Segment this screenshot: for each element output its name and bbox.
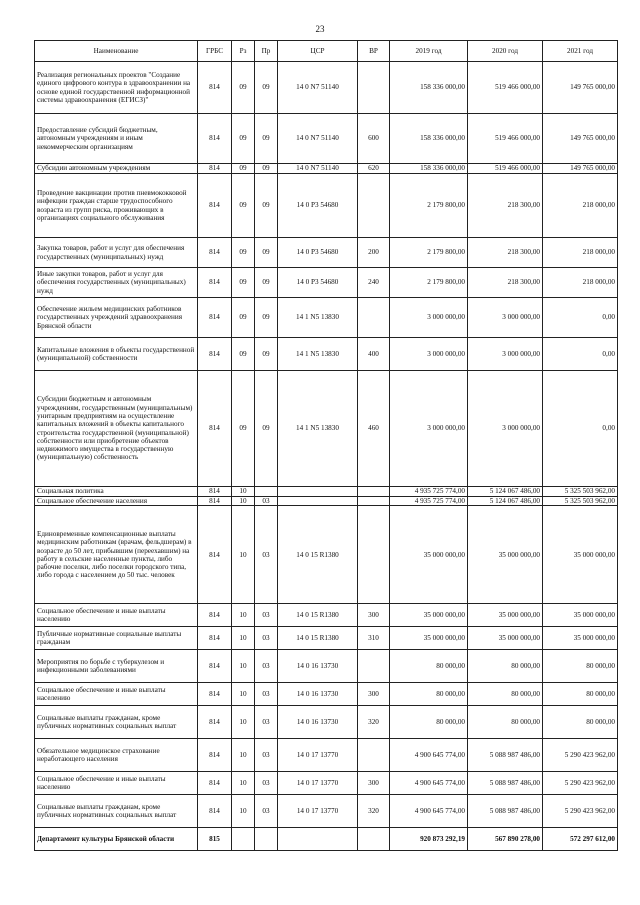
cell-vr (358, 739, 390, 772)
table-row (35, 338, 618, 371)
cell-name: Реализация региональных проектов "Создание единого цифрового контура в здравоохранении на основе единой государственной информационной системы здравоохранения (ЕГИСЗ)" (35, 62, 198, 114)
cell-grbs: 814 (198, 497, 232, 506)
cell-rz: 09 (232, 371, 255, 487)
table-row (35, 627, 618, 650)
cell-rz: 09 (232, 268, 255, 298)
cell-name: Социальное обеспечение и иные выплаты населению (35, 604, 198, 627)
cell-y2020: 5 088 987 486,00 (468, 795, 543, 828)
cell-y2021: 5 290 423 962,00 (543, 795, 618, 828)
cell-name: Социальное обеспечение населения (35, 497, 198, 506)
cell-csr (278, 828, 358, 851)
cell-name: Обязательное медицинское страхование неработающего населения (35, 739, 198, 772)
table-row (35, 772, 618, 795)
header-row (35, 41, 618, 62)
cell-pr (255, 828, 278, 851)
col-header-csr: ЦСР (278, 41, 358, 62)
cell-y2020: 218 300,00 (468, 174, 543, 238)
cell-y2021: 35 000 000,00 (543, 506, 618, 604)
cell-y2020: 5 124 067 486,00 (468, 497, 543, 506)
cell-name: Социальное обеспечение и иные выплаты населению (35, 683, 198, 706)
cell-vr (358, 506, 390, 604)
cell-rz: 10 (232, 604, 255, 627)
cell-pr: 09 (255, 174, 278, 238)
col-header-name: Наименование (35, 41, 198, 62)
cell-vr: 400 (358, 338, 390, 371)
cell-grbs: 814 (198, 795, 232, 828)
cell-name: Закупка товаров, работ и услуг для обеспечения государственных (муниципальных) нужд (35, 238, 198, 268)
cell-name: Капитальные вложения в объекты государственной (муниципальной) собственности (35, 338, 198, 371)
cell-y2020: 5 124 067 486,00 (468, 487, 543, 497)
cell-rz: 10 (232, 497, 255, 506)
cell-grbs: 814 (198, 268, 232, 298)
cell-rz: 09 (232, 174, 255, 238)
table-row (35, 174, 618, 238)
cell-y2019: 2 179 800,00 (390, 238, 468, 268)
cell-y2019: 3 000 000,00 (390, 338, 468, 371)
table-row (35, 739, 618, 772)
cell-y2019: 35 000 000,00 (390, 627, 468, 650)
cell-y2019: 158 336 000,00 (390, 62, 468, 114)
cell-y2021: 80 000,00 (543, 650, 618, 683)
col-header-pr: Пр (255, 41, 278, 62)
table-row (35, 298, 618, 338)
table-row (35, 683, 618, 706)
col-header-vr: ВР (358, 41, 390, 62)
cell-pr: 09 (255, 371, 278, 487)
col-header-2019: 2019 год (390, 41, 468, 62)
col-header-grbs: ГРБС (198, 41, 232, 62)
cell-grbs: 814 (198, 114, 232, 164)
cell-name: Департамент культуры Брянской области (35, 828, 198, 851)
cell-y2019: 158 336 000,00 (390, 164, 468, 174)
cell-vr: 300 (358, 683, 390, 706)
table-row (35, 706, 618, 739)
cell-csr: 14 0 16 13730 (278, 683, 358, 706)
cell-csr: 14 0 P3 54680 (278, 174, 358, 238)
cell-pr: 03 (255, 683, 278, 706)
cell-csr: 14 0 16 13730 (278, 706, 358, 739)
cell-csr: 14 0 16 13730 (278, 650, 358, 683)
cell-csr: 14 0 P3 54680 (278, 268, 358, 298)
cell-vr (358, 298, 390, 338)
cell-vr: 240 (358, 268, 390, 298)
cell-pr: 09 (255, 164, 278, 174)
cell-pr: 03 (255, 604, 278, 627)
cell-y2021: 0,00 (543, 338, 618, 371)
cell-grbs: 814 (198, 706, 232, 739)
cell-csr: 14 0 17 13770 (278, 772, 358, 795)
cell-pr: 09 (255, 298, 278, 338)
table-row (35, 268, 618, 298)
cell-rz: 10 (232, 795, 255, 828)
cell-y2019: 80 000,00 (390, 650, 468, 683)
cell-csr: 14 1 N5 13830 (278, 371, 358, 487)
cell-pr: 03 (255, 650, 278, 683)
cell-vr: 600 (358, 114, 390, 164)
cell-csr: 14 0 N7 51140 (278, 114, 358, 164)
cell-rz: 10 (232, 506, 255, 604)
table-row (35, 238, 618, 268)
cell-name: Социальное обеспечение и иные выплаты населению (35, 772, 198, 795)
cell-y2020: 519 466 000,00 (468, 164, 543, 174)
cell-y2020: 567 890 278,00 (468, 828, 543, 851)
cell-csr: 14 1 N5 13830 (278, 298, 358, 338)
cell-y2019: 2 179 800,00 (390, 268, 468, 298)
cell-y2019: 80 000,00 (390, 706, 468, 739)
cell-y2020: 35 000 000,00 (468, 604, 543, 627)
cell-y2021: 218 000,00 (543, 238, 618, 268)
cell-y2021: 0,00 (543, 298, 618, 338)
cell-y2019: 35 000 000,00 (390, 506, 468, 604)
cell-name: Субсидии бюджетным и автономным учреждениям, государственным (муниципальным) унитарным предприятиям на осуществление капитальных вложений в объекты капитального строительства государственной (муниципальной) собственности или приобретение объектов недвижимого имущества в государственную (муниципальную) собственность (35, 371, 198, 487)
cell-name: Публичные нормативные социальные выплаты гражданам (35, 627, 198, 650)
table-row (35, 506, 618, 604)
cell-pr: 03 (255, 506, 278, 604)
cell-rz: 10 (232, 706, 255, 739)
col-header-2021: 2021 год (543, 41, 618, 62)
cell-grbs: 814 (198, 298, 232, 338)
cell-grbs: 814 (198, 238, 232, 268)
cell-grbs: 814 (198, 739, 232, 772)
cell-grbs: 814 (198, 62, 232, 114)
cell-y2020: 5 088 987 486,00 (468, 772, 543, 795)
cell-pr: 09 (255, 238, 278, 268)
cell-grbs: 814 (198, 174, 232, 238)
cell-y2020: 35 000 000,00 (468, 506, 543, 604)
cell-y2020: 80 000,00 (468, 706, 543, 739)
cell-rz: 10 (232, 683, 255, 706)
page-number: 23 (315, 24, 325, 34)
cell-rz: 09 (232, 238, 255, 268)
cell-name: Социальные выплаты гражданам, кроме публичных нормативных социальных выплат (35, 706, 198, 739)
cell-grbs: 814 (198, 604, 232, 627)
cell-rz: 10 (232, 627, 255, 650)
cell-grbs: 815 (198, 828, 232, 851)
cell-y2021: 80 000,00 (543, 706, 618, 739)
cell-y2020: 80 000,00 (468, 683, 543, 706)
cell-csr: 14 0 N7 51140 (278, 62, 358, 114)
cell-grbs: 814 (198, 164, 232, 174)
cell-rz: 09 (232, 338, 255, 371)
cell-y2019: 4 935 725 774,00 (390, 487, 468, 497)
cell-csr: 14 0 N7 51140 (278, 164, 358, 174)
cell-pr: 09 (255, 268, 278, 298)
cell-y2020: 35 000 000,00 (468, 627, 543, 650)
cell-y2021: 218 000,00 (543, 268, 618, 298)
cell-y2021: 5 325 503 962,00 (543, 497, 618, 506)
cell-y2021: 149 765 000,00 (543, 164, 618, 174)
cell-y2020: 519 466 000,00 (468, 62, 543, 114)
cell-vr: 200 (358, 238, 390, 268)
cell-name: Единовременные компенсационные выплаты медицинским работникам (врачам, фельдшерам) в возрасте до 50 лет, прибывшим (переехавшим) на работу в сельские населенные пункты, либо рабочие поселки, либо поселки городского типа, либо города с населением до 50 тыс. человек (35, 506, 198, 604)
table-row (35, 487, 618, 497)
cell-vr: 460 (358, 371, 390, 487)
cell-csr: 14 0 15 R1380 (278, 604, 358, 627)
cell-y2021: 149 765 000,00 (543, 62, 618, 114)
cell-y2019: 920 873 292,19 (390, 828, 468, 851)
cell-y2019: 158 336 000,00 (390, 114, 468, 164)
cell-y2020: 80 000,00 (468, 650, 543, 683)
cell-rz: 10 (232, 739, 255, 772)
cell-csr: 14 0 15 R1380 (278, 627, 358, 650)
cell-y2020: 519 466 000,00 (468, 114, 543, 164)
cell-grbs: 814 (198, 487, 232, 497)
cell-vr (358, 828, 390, 851)
cell-rz: 09 (232, 62, 255, 114)
cell-vr: 310 (358, 627, 390, 650)
col-header-rz: Рз (232, 41, 255, 62)
cell-rz: 10 (232, 487, 255, 497)
table-row (35, 164, 618, 174)
budget-table (34, 40, 618, 851)
cell-y2021: 5 290 423 962,00 (543, 739, 618, 772)
cell-y2019: 4 900 645 774,00 (390, 739, 468, 772)
table-row (35, 604, 618, 627)
cell-rz: 09 (232, 164, 255, 174)
cell-name: Социальные выплаты гражданам, кроме публичных нормативных социальных выплат (35, 795, 198, 828)
cell-pr: 03 (255, 795, 278, 828)
cell-name: Обеспечение жильем медицинских работников государственных учреждений здравоохранения Брянской области (35, 298, 198, 338)
cell-vr (358, 174, 390, 238)
cell-grbs: 814 (198, 627, 232, 650)
cell-pr: 03 (255, 497, 278, 506)
cell-y2021: 149 765 000,00 (543, 114, 618, 164)
cell-rz: 09 (232, 298, 255, 338)
cell-csr: 14 0 P3 54680 (278, 238, 358, 268)
cell-vr: 300 (358, 772, 390, 795)
cell-csr: 14 0 15 R1380 (278, 506, 358, 604)
cell-y2021: 5 325 503 962,00 (543, 487, 618, 497)
cell-y2019: 3 000 000,00 (390, 371, 468, 487)
cell-pr: 03 (255, 739, 278, 772)
cell-grbs: 814 (198, 650, 232, 683)
cell-pr: 09 (255, 62, 278, 114)
cell-y2021: 572 297 612,00 (543, 828, 618, 851)
cell-pr: 09 (255, 338, 278, 371)
cell-y2020: 3 000 000,00 (468, 338, 543, 371)
cell-name: Субсидии автономным учреждениям (35, 164, 198, 174)
cell-vr: 320 (358, 795, 390, 828)
cell-rz: 10 (232, 772, 255, 795)
cell-y2019: 80 000,00 (390, 683, 468, 706)
table-row (35, 497, 618, 506)
cell-pr: 03 (255, 627, 278, 650)
cell-rz (232, 828, 255, 851)
table-row (35, 795, 618, 828)
cell-y2019: 3 000 000,00 (390, 298, 468, 338)
cell-y2019: 2 179 800,00 (390, 174, 468, 238)
cell-y2019: 4 900 645 774,00 (390, 795, 468, 828)
cell-rz: 10 (232, 650, 255, 683)
cell-y2021: 35 000 000,00 (543, 604, 618, 627)
cell-pr (255, 487, 278, 497)
table-row (35, 371, 618, 487)
cell-vr: 300 (358, 604, 390, 627)
cell-y2021: 80 000,00 (543, 683, 618, 706)
cell-y2019: 35 000 000,00 (390, 604, 468, 627)
cell-name: Предоставление субсидий бюджетным, автономным учреждениям и иным некоммерческим организациям (35, 114, 198, 164)
cell-y2019: 4 935 725 774,00 (390, 497, 468, 506)
cell-vr (358, 62, 390, 114)
cell-y2020: 5 088 987 486,00 (468, 739, 543, 772)
cell-y2020: 3 000 000,00 (468, 298, 543, 338)
cell-name: Проведение вакцинации против пневмококковой инфекции граждан старше трудоспособного возраста из групп риска, проживающих в организациях социального обслуживания (35, 174, 198, 238)
cell-vr (358, 487, 390, 497)
cell-y2020: 218 300,00 (468, 268, 543, 298)
cell-y2021: 0,00 (543, 371, 618, 487)
cell-vr (358, 650, 390, 683)
cell-rz: 09 (232, 114, 255, 164)
cell-y2020: 218 300,00 (468, 238, 543, 268)
cell-name: Мероприятия по борьбе с туберкулезом и инфекционными заболеваниями (35, 650, 198, 683)
table-row (35, 650, 618, 683)
cell-grbs: 814 (198, 506, 232, 604)
table-row (35, 828, 618, 851)
cell-vr: 620 (358, 164, 390, 174)
cell-grbs: 814 (198, 338, 232, 371)
cell-name: Иные закупки товаров, работ и услуг для обеспечения государственных (муниципальных) нужд (35, 268, 198, 298)
cell-y2021: 35 000 000,00 (543, 627, 618, 650)
cell-grbs: 814 (198, 772, 232, 795)
cell-csr: 14 1 N5 13830 (278, 338, 358, 371)
cell-grbs: 814 (198, 371, 232, 487)
cell-grbs: 814 (198, 683, 232, 706)
cell-pr: 03 (255, 706, 278, 739)
cell-pr: 03 (255, 772, 278, 795)
col-header-2020: 2020 год (468, 41, 543, 62)
cell-vr: 320 (358, 706, 390, 739)
cell-y2020: 3 000 000,00 (468, 371, 543, 487)
cell-csr (278, 487, 358, 497)
cell-pr: 09 (255, 114, 278, 164)
cell-csr (278, 497, 358, 506)
cell-y2021: 218 000,00 (543, 174, 618, 238)
table-row (35, 114, 618, 164)
cell-y2019: 4 900 645 774,00 (390, 772, 468, 795)
cell-vr (358, 497, 390, 506)
cell-csr: 14 0 17 13770 (278, 739, 358, 772)
cell-csr: 14 0 17 13770 (278, 795, 358, 828)
cell-y2021: 5 290 423 962,00 (543, 772, 618, 795)
cell-name: Социальная политика (35, 487, 198, 497)
table-row (35, 62, 618, 114)
